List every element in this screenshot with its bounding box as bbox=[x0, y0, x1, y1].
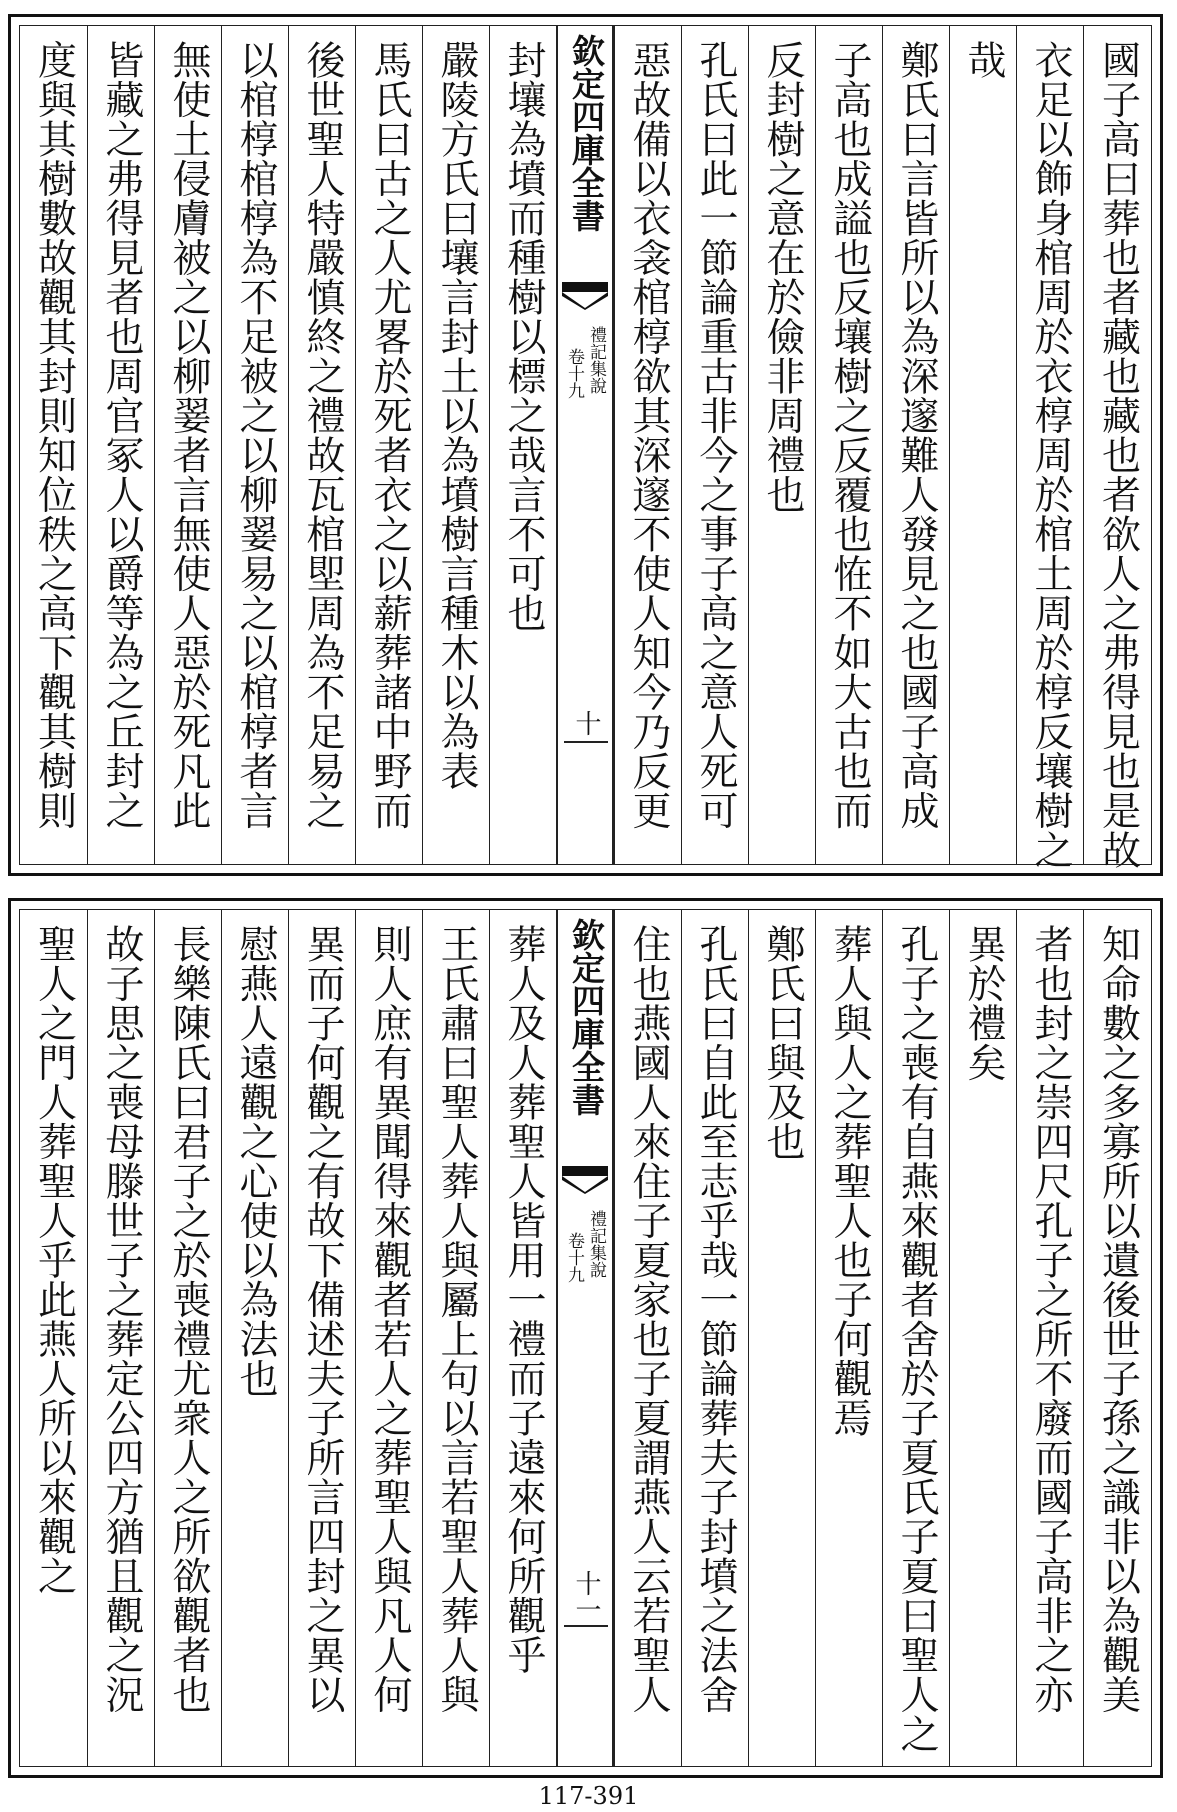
column-text: 反封樹之意在於儉非周禮也 bbox=[760, 40, 805, 514]
column-text: 鄭氏曰與及也 bbox=[760, 924, 805, 1161]
center-fold-column bbox=[556, 26, 614, 864]
column-text: 聖人之門人葬聖人乎此燕人所以來觀之 bbox=[31, 924, 77, 1596]
text-column bbox=[422, 26, 489, 864]
text-column bbox=[1016, 910, 1083, 1766]
leaf-rule bbox=[564, 1625, 608, 1627]
text-column bbox=[489, 26, 556, 864]
column-text: 異而子何觀之有故下備述夫子所言四封之異以 bbox=[300, 924, 345, 1714]
fishtail-ornament-icon bbox=[562, 282, 608, 310]
volume-label: 卷十九 bbox=[564, 348, 584, 399]
text-column bbox=[882, 910, 949, 1766]
column-text: 無使土侵膚被之以柳翣者言無使人惡於死凡此 bbox=[166, 40, 211, 830]
column-text: 後世聖人特嚴慎終之禮故瓦棺堲周為不足易之 bbox=[300, 40, 345, 830]
center-fold-column bbox=[556, 910, 614, 1766]
leaf-number: 十 bbox=[571, 710, 601, 736]
column-text: 以棺椁棺椁為不足被之以柳翣易之以棺椁者言 bbox=[233, 40, 278, 830]
text-column bbox=[355, 26, 422, 864]
text-column bbox=[815, 910, 882, 1766]
column-text: 孔氏曰此一節論重古非今之事子高之意人死可 bbox=[693, 40, 738, 830]
text-column bbox=[748, 26, 815, 864]
leaf-rule bbox=[564, 741, 608, 743]
text-column bbox=[355, 910, 422, 1766]
top-page bbox=[8, 14, 1163, 876]
text-column bbox=[949, 26, 1016, 864]
collection-title: 欽定四庫全書 bbox=[567, 918, 606, 1116]
column-text: 者也封之崇四尺孔子之所不廢而國子高非之亦 bbox=[1028, 924, 1073, 1714]
text-column bbox=[949, 910, 1016, 1766]
column-text: 王氏肅曰聖人葬人與屬上句以言若聖人葬人與 bbox=[434, 924, 479, 1714]
column-text: 哉 bbox=[961, 40, 1006, 80]
column-text: 長樂陳氏曰君子之於喪禮尤衆人之所欲觀者也 bbox=[166, 924, 211, 1714]
text-column bbox=[815, 26, 882, 864]
volume-label: 卷十九 bbox=[564, 1232, 584, 1283]
book-title: 禮記集說 bbox=[586, 1210, 606, 1278]
text-column bbox=[288, 26, 355, 864]
text-column bbox=[748, 910, 815, 1766]
text-column bbox=[221, 910, 288, 1766]
column-text: 封壤為墳而種樹以標之哉言不可也 bbox=[501, 40, 546, 633]
column-text: 葬人及人葬聖人皆用一禮而子遠來何所觀乎 bbox=[501, 924, 546, 1675]
text-column bbox=[681, 910, 748, 1766]
bottom-page bbox=[8, 898, 1163, 1778]
text-column bbox=[20, 910, 87, 1766]
column-text: 嚴陵方氏曰壤言封土以為墳樹言種木以為表 bbox=[434, 40, 479, 791]
text-column bbox=[20, 26, 87, 864]
leaf-number: 十一 bbox=[571, 1570, 601, 1622]
column-text: 鄭氏曰言皆所以為深邃難人發見之也國子高成 bbox=[894, 40, 939, 830]
column-text: 孔子之喪有自燕來觀者舍於子夏氏子夏曰聖人之 bbox=[894, 924, 939, 1754]
column-text: 孔氏曰自此至志乎哉一節論葬夫子封墳之法舍 bbox=[693, 924, 738, 1714]
column-text: 住也燕國人來住子夏家也子夏謂燕人云若聖人 bbox=[626, 924, 671, 1714]
text-column bbox=[614, 910, 681, 1766]
column-text: 國子高曰葬也者藏也藏也者欲人之弗得見也是故 bbox=[1095, 40, 1141, 870]
text-column bbox=[87, 26, 154, 864]
text-column bbox=[882, 26, 949, 864]
column-text: 度與其樹數故觀其封則知位秩之高下觀其樹則 bbox=[31, 40, 77, 830]
column-text: 子高也成謚也反壤樹之反覆也恠不如大古也而 bbox=[827, 40, 872, 830]
column-text: 知命數之多寡所以遺後世子孫之識非以為觀美 bbox=[1095, 924, 1141, 1714]
text-column bbox=[681, 26, 748, 864]
column-text: 慰燕人遠觀之心使以為法也 bbox=[233, 924, 278, 1398]
column-text: 惡故備以衣衾棺椁欲其深邃不使人知今乃反更 bbox=[626, 40, 671, 830]
top-page-frame bbox=[19, 25, 1152, 870]
bottom-page-frame bbox=[19, 909, 1152, 1767]
text-column bbox=[614, 26, 681, 864]
text-column bbox=[422, 910, 489, 1766]
text-column bbox=[221, 26, 288, 864]
column-text: 葬人與人之葬聖人也子何觀焉 bbox=[827, 924, 872, 1438]
text-column bbox=[1016, 26, 1083, 870]
text-column bbox=[1083, 26, 1151, 870]
fishtail-ornament-icon bbox=[562, 1166, 608, 1194]
text-column bbox=[154, 26, 221, 864]
column-text: 馬氏曰古之人尤畧於死者衣之以薪葬諸中野而 bbox=[367, 40, 412, 830]
column-text: 故子思之喪母滕世子之葬定公四方猶且觀之況 bbox=[99, 924, 144, 1714]
page-number: 117-391 bbox=[538, 1782, 639, 1810]
collection-title: 欽定四庫全書 bbox=[567, 34, 606, 232]
text-column bbox=[489, 910, 556, 1766]
column-text: 則人庶有異聞得來觀者若人之葬聖人與凡人何 bbox=[367, 924, 412, 1714]
column-text: 皆藏之弗得見者也周官冢人以爵等為之丘封之 bbox=[99, 40, 144, 830]
text-column bbox=[154, 910, 221, 1766]
column-text: 異於禮矣 bbox=[961, 924, 1006, 1082]
book-title: 禮記集說 bbox=[586, 326, 606, 394]
text-column bbox=[87, 910, 154, 1766]
column-text: 衣足以飾身棺周於衣椁周於棺土周於椁反壤樹之 bbox=[1028, 40, 1073, 870]
text-column bbox=[1083, 910, 1151, 1766]
text-column bbox=[288, 910, 355, 1766]
